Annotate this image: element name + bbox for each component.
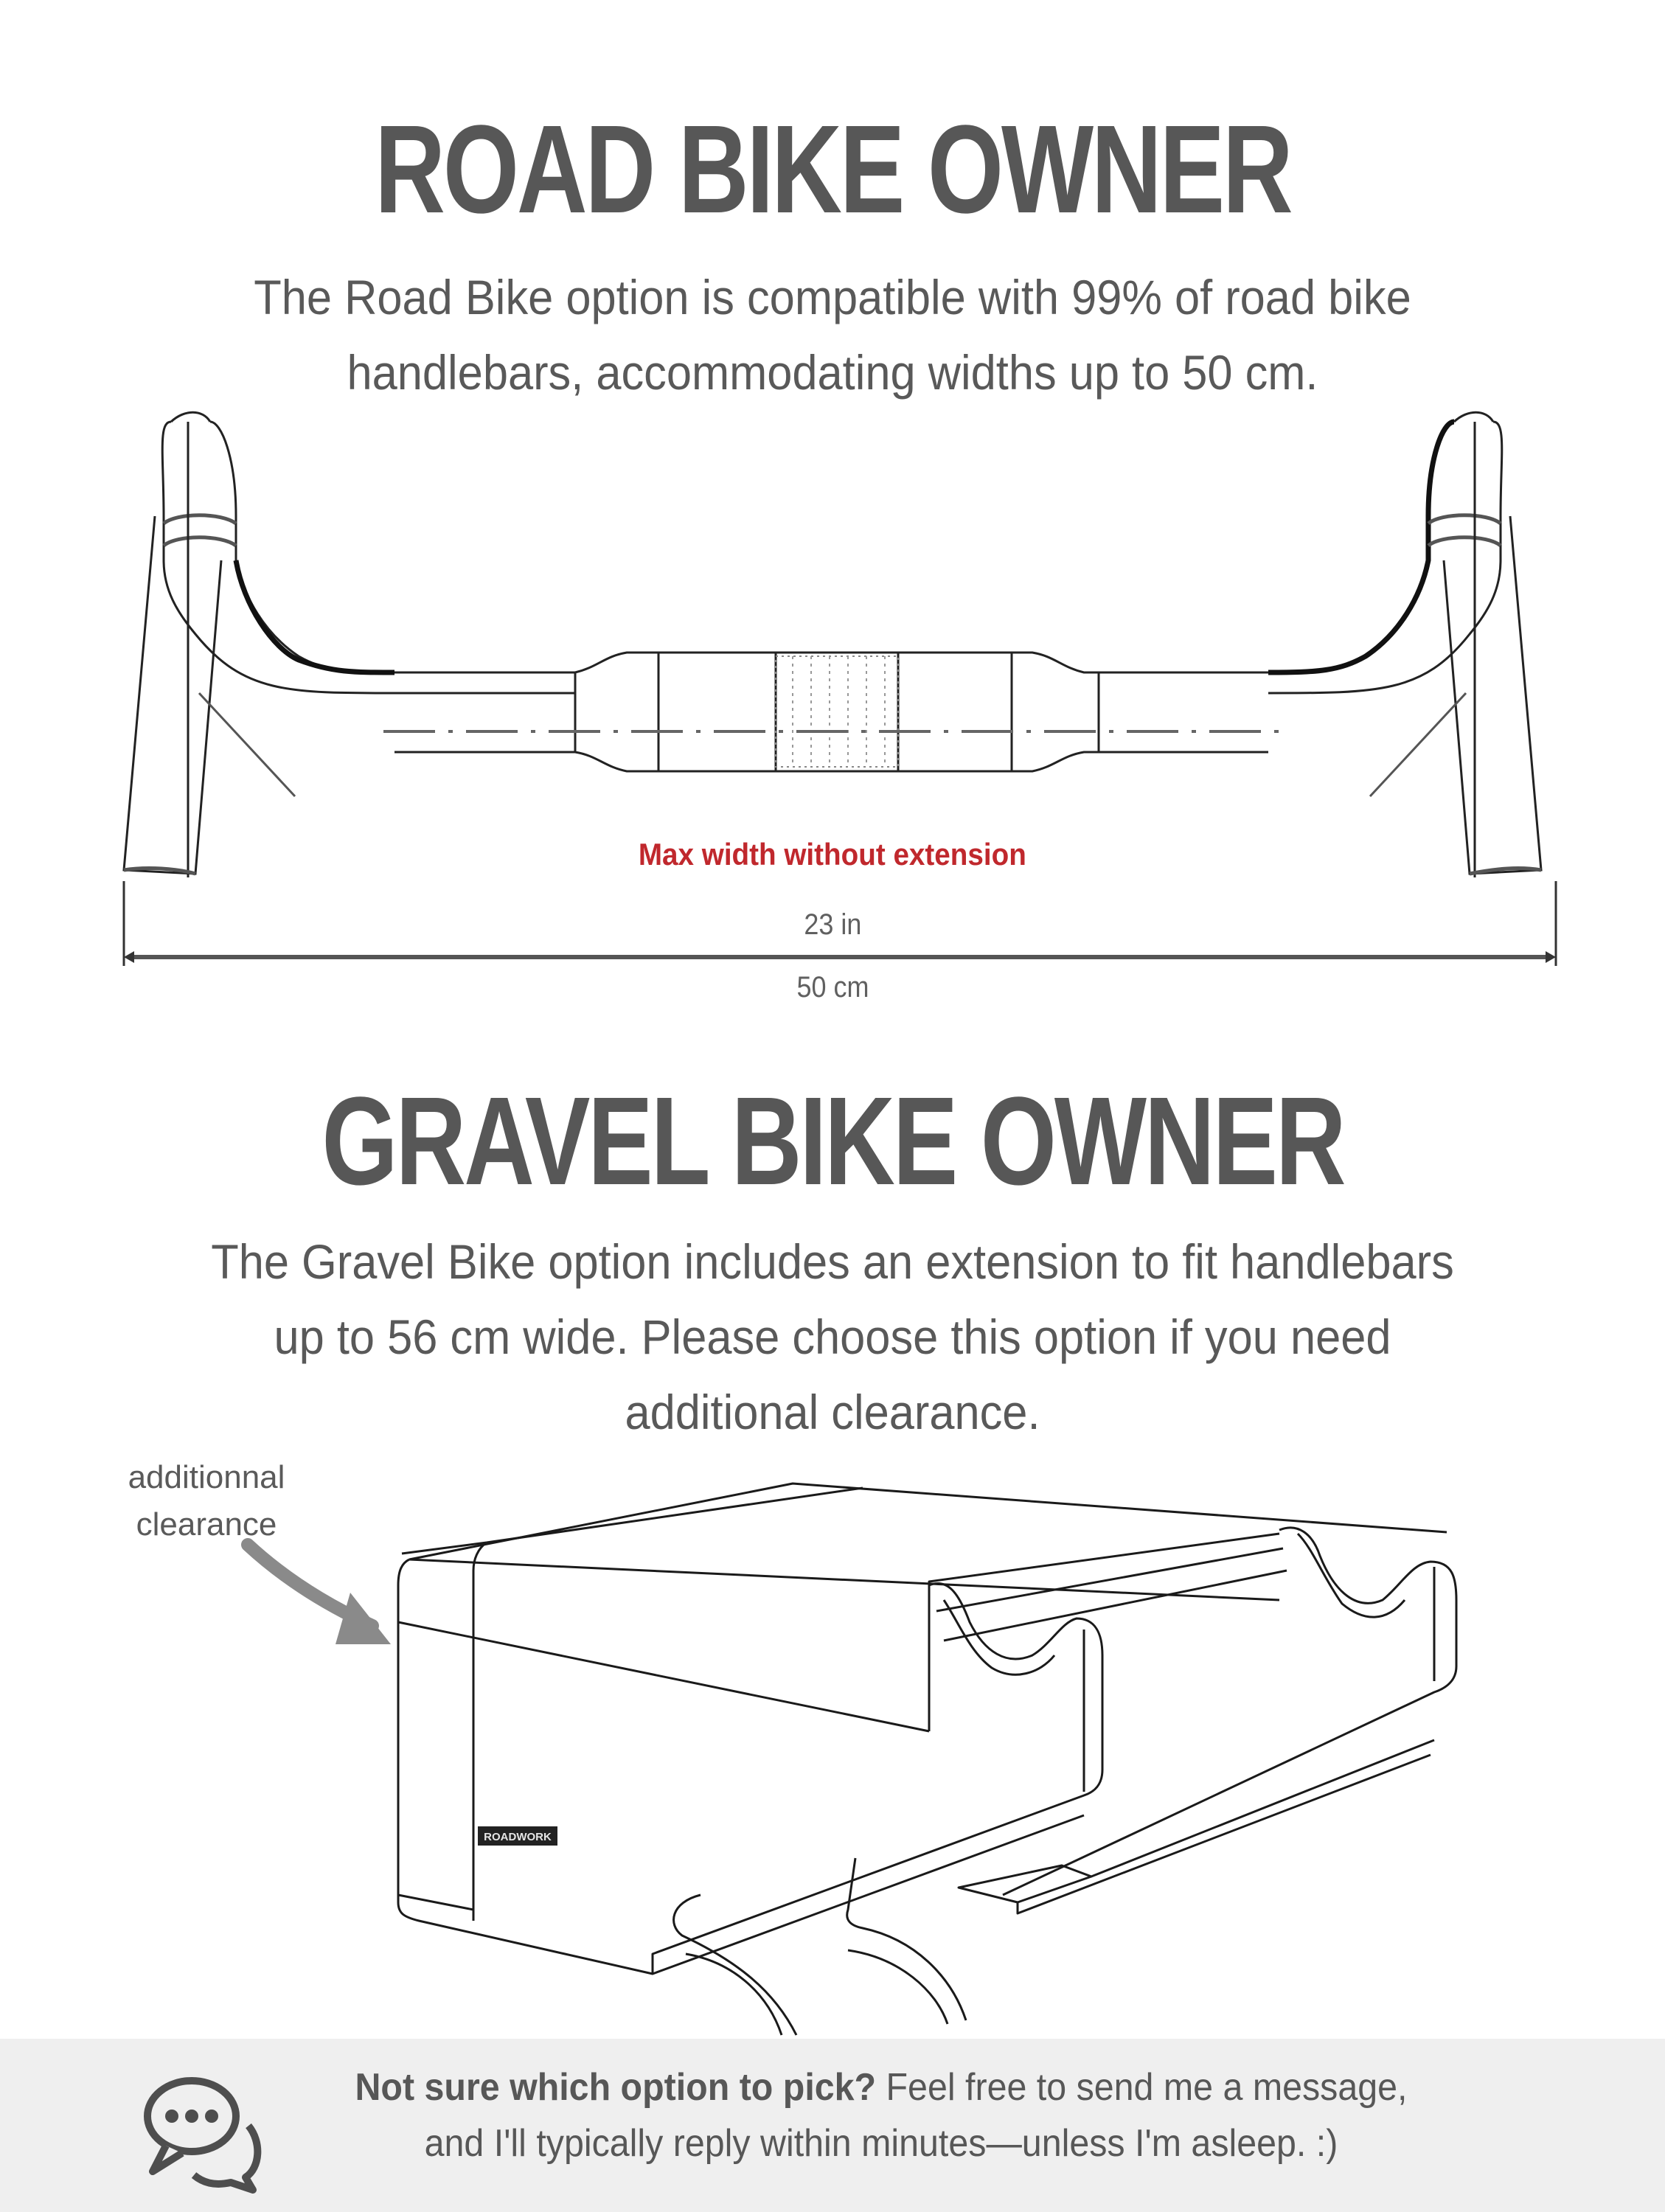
help-message-line-2: and I'll typically reply within minutes—unless I'm asleep. :) (424, 2122, 1338, 2165)
gravel-description-line-3: additional clearance. (625, 1385, 1040, 1439)
gravel-description-line-2: up to 56 cm wide. Please choose this option if you need (274, 1310, 1391, 1364)
max-width-label-text: Max width without extension (639, 837, 1026, 872)
help-message-text-1: Feel free to send me a message, (876, 2066, 1408, 2109)
gravel-description-line-1: The Gravel Bike option includes an extension to fit handlebars (211, 1234, 1454, 1289)
help-message-line-1 (316, 2059, 1447, 2115)
width-metric (0, 971, 1665, 1004)
callout-line-1: additionnal (128, 1459, 285, 1495)
width-imperial-text: 23 in (803, 908, 862, 941)
help-message (273, 2059, 1490, 2171)
gravel-bike-title (0, 1071, 1665, 1211)
road-description-line-1: The Road Bike option is compatible with 99% of road bike (254, 270, 1411, 324)
road-bike-title-text: ROAD BIKE OWNER (374, 100, 1291, 240)
width-imperial (0, 908, 1665, 942)
road-handlebar-diagram (0, 0, 1665, 1032)
brand-plate-text: ROADWORK (484, 1831, 552, 1843)
chat-bubbles-icon (136, 2068, 269, 2194)
help-footer (0, 2039, 1665, 2212)
help-question: Not sure which option to pick? (355, 2066, 877, 2109)
max-width-label (0, 837, 1665, 872)
gravel-rack-diagram (0, 1475, 1665, 2065)
gravel-bike-title-text: GRAVEL BIKE OWNER (321, 1071, 1344, 1211)
road-description-line-2: handlebars, accommodating widths up to 50 cm. (347, 345, 1318, 400)
gravel-bike-description (0, 1224, 1665, 1450)
width-metric-text: 50 cm (796, 971, 869, 1004)
callout-line-2: clearance (136, 1506, 277, 1543)
